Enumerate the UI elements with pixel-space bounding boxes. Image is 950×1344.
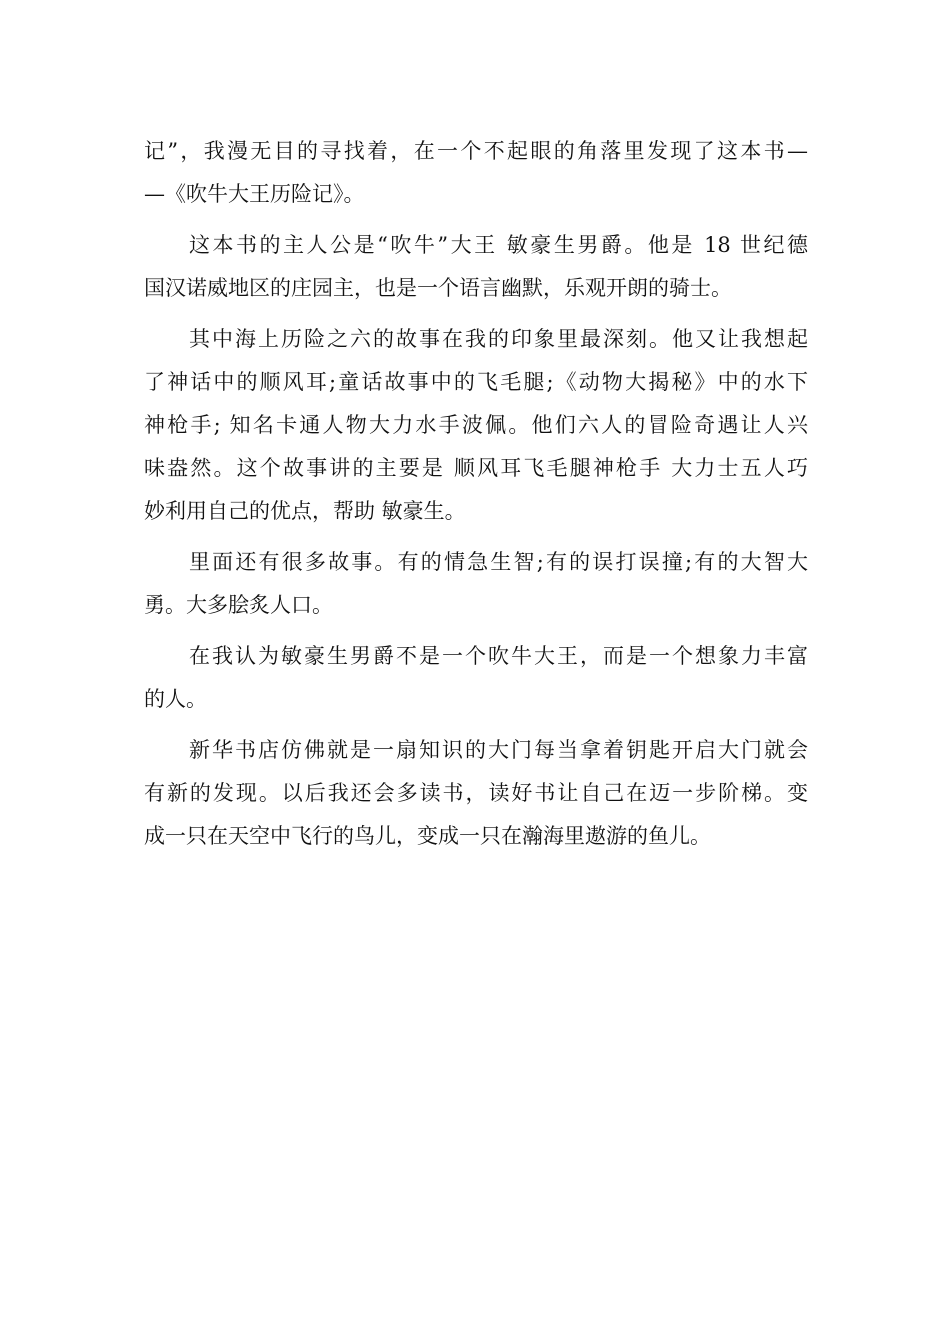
text-line: 妙利用自己的优点，帮助 敏豪生。 xyxy=(144,499,466,523)
text-line: 成一只在天空中飞行的鸟儿，变成一只在瀚海里遨游的鱼儿。 xyxy=(144,824,711,848)
text-line: 味盎然。这个故事讲的主要是 顺风耳飞毛腿神枪手 大力士五人巧 xyxy=(144,456,808,480)
document-body xyxy=(144,130,808,866)
text-line: 记”，我漫无目的寻找着，在一个不起眼的角落里发现了这本书— xyxy=(144,139,808,163)
text-line: 这本书的主人公是“吹牛”大王 敏豪生男爵。他是 18 世纪德 xyxy=(189,233,808,257)
paragraph-3 xyxy=(144,318,808,533)
paragraph-2 xyxy=(144,224,808,310)
paragraph-5 xyxy=(144,635,808,721)
paragraph-6 xyxy=(144,729,808,858)
text-line: 有新的发现。以后我还会多读书，读好书让自己在迈一步阶梯。变 xyxy=(144,781,808,805)
text-line: 国汉诺威地区的庄园主，也是一个语言幽默，乐观开朗的骑士。 xyxy=(144,276,732,300)
text-line: 勇。大多脍炙人口。 xyxy=(144,593,333,617)
text-line: 里面还有很多故事。有的情急生智;有的误打误撞;有的大智大 xyxy=(189,550,808,574)
paragraph-4 xyxy=(144,541,808,627)
paragraph-1 xyxy=(144,130,808,216)
text-line: 了神话中的顺风耳;童话故事中的飞毛腿;《动物大揭秘》中的水下 xyxy=(144,370,808,394)
text-line: 的人。 xyxy=(144,687,207,711)
text-line: 新华书店仿佛就是一扇知识的大门每当拿着钥匙开启大门就会 xyxy=(189,738,808,762)
text-line: 其中海上历险之六的故事在我的印象里最深刻。他又让我想起 xyxy=(189,327,808,351)
text-line: —《吹牛大王历险记》。 xyxy=(144,182,365,206)
text-line: 在我认为敏豪生男爵不是一个吹牛大王，而是一个想象力丰富 xyxy=(189,644,808,668)
text-line: 神枪手; 知名卡通人物大力水手波佩。他们六人的冒险奇遇让人兴 xyxy=(144,413,808,437)
